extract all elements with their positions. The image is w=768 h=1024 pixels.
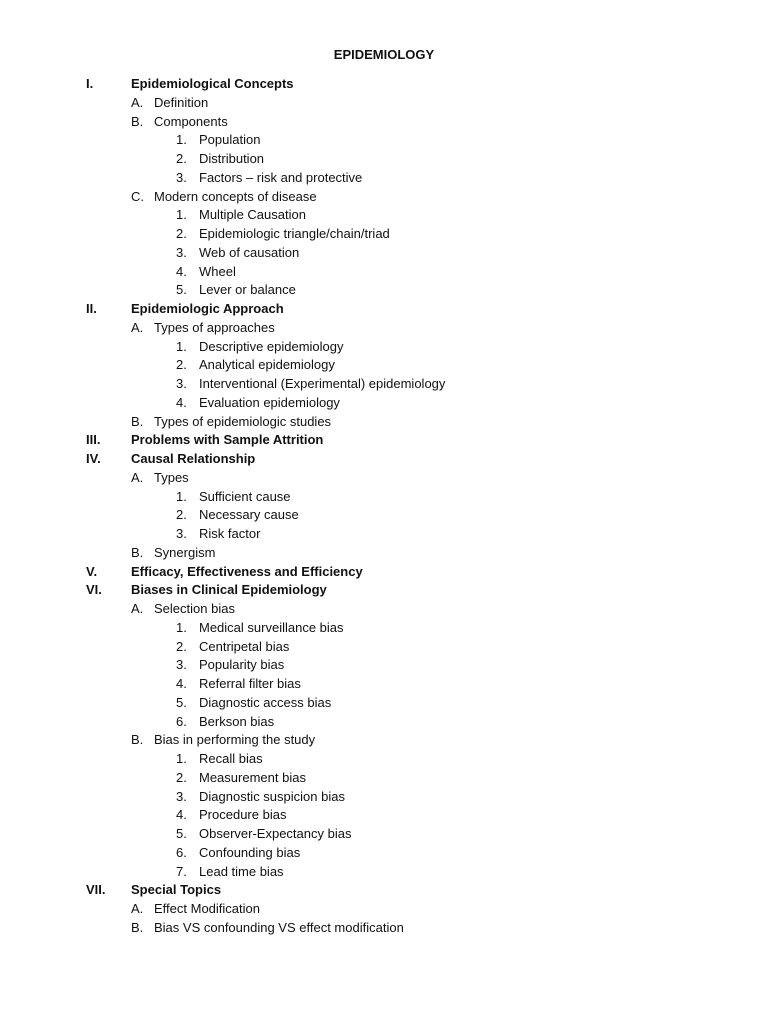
outline-marker: 3. bbox=[176, 526, 187, 541]
subsection-item bbox=[0, 900, 768, 919]
outline-text: Wheel bbox=[199, 263, 236, 279]
outline-marker: 6. bbox=[176, 844, 187, 860]
outline-marker: 1. bbox=[176, 488, 187, 504]
outline-marker: 4. bbox=[176, 394, 187, 410]
outline-text: Analytical epidemiology bbox=[199, 357, 335, 373]
outline-text: Risk factor bbox=[199, 526, 261, 541]
outline-marker: 5. bbox=[176, 282, 187, 298]
outline-text: Types of epidemiologic studies bbox=[154, 413, 332, 429]
outline-text: Population bbox=[199, 132, 261, 148]
outline-text: Factors – risk and protective bbox=[199, 169, 363, 185]
outline-text: Causal Relationship bbox=[131, 451, 256, 466]
section-heading bbox=[0, 581, 768, 600]
list-item bbox=[0, 675, 768, 694]
outline-text: Interventional (Experimental) epidemiology bbox=[199, 376, 446, 391]
list-item bbox=[0, 375, 768, 394]
outline-marker: A. bbox=[131, 469, 144, 485]
section-heading bbox=[0, 881, 768, 900]
outline-marker: 1. bbox=[176, 207, 187, 223]
outline-text: Berkson bias bbox=[199, 713, 275, 729]
outline-marker: VII. bbox=[86, 882, 106, 898]
subsection-item bbox=[0, 188, 768, 207]
outline-marker: B. bbox=[131, 413, 144, 429]
outline-marker: B. bbox=[131, 544, 144, 560]
outline-marker: 4. bbox=[176, 807, 187, 823]
outline-text: Diagnostic suspicion bias bbox=[199, 788, 345, 804]
outline-text: Centripetal bias bbox=[199, 638, 290, 654]
outline-text: Types bbox=[154, 469, 189, 485]
outline-marker: 5. bbox=[176, 826, 187, 841]
outline-text: Confounding bias bbox=[199, 844, 301, 860]
section-heading bbox=[0, 450, 768, 469]
outline-marker: 3. bbox=[176, 244, 187, 260]
outline-marker: B. bbox=[131, 113, 144, 129]
outline-text: Definition bbox=[154, 94, 209, 110]
subsection-item bbox=[0, 544, 768, 563]
outline-marker: 5. bbox=[176, 694, 187, 710]
list-item bbox=[0, 281, 768, 300]
list-item bbox=[0, 638, 768, 657]
subsection-item bbox=[0, 919, 768, 938]
list-item bbox=[0, 356, 768, 375]
outline-marker: 6. bbox=[176, 713, 187, 729]
outline-marker: 1. bbox=[176, 619, 187, 635]
outline-text: Sufficient cause bbox=[199, 488, 291, 504]
subsection-item bbox=[0, 113, 768, 132]
list-item bbox=[0, 338, 768, 357]
list-item bbox=[0, 656, 768, 675]
outline-list bbox=[0, 75, 768, 938]
subsection-item bbox=[0, 469, 768, 488]
outline-marker: 1. bbox=[176, 338, 187, 354]
document-title: EPIDEMIOLOGY bbox=[333, 47, 435, 62]
outline-marker: 4. bbox=[176, 676, 187, 691]
outline-marker: 3. bbox=[176, 376, 187, 391]
outline-text: Biases in Clinical Epidemiology bbox=[131, 582, 327, 598]
outline-marker: 2. bbox=[176, 357, 187, 373]
outline-marker: 2. bbox=[176, 507, 187, 523]
outline-text: Bias in performing the study bbox=[154, 732, 316, 748]
outline-marker: A. bbox=[131, 601, 144, 616]
outline-marker: V. bbox=[86, 563, 98, 579]
outline-text: Distribution bbox=[199, 151, 265, 166]
outline-text: Necessary cause bbox=[199, 507, 299, 523]
list-item bbox=[0, 825, 768, 844]
outline-text: Measurement bias bbox=[199, 769, 306, 785]
outline-text: Popularity bias bbox=[199, 657, 285, 673]
outline-marker: 1. bbox=[176, 132, 187, 148]
list-item bbox=[0, 150, 768, 169]
section-heading bbox=[0, 563, 768, 582]
subsection-item bbox=[0, 731, 768, 750]
outline-marker: II. bbox=[86, 301, 97, 316]
outline-marker: I. bbox=[86, 76, 94, 91]
outline-marker: 3. bbox=[176, 657, 187, 673]
outline-text: Types of approaches bbox=[154, 319, 275, 335]
list-item bbox=[0, 694, 768, 713]
section-heading bbox=[0, 431, 768, 450]
outline-marker: 2. bbox=[176, 151, 187, 166]
outline-text: Diagnostic access bias bbox=[199, 694, 332, 710]
outline-marker: 7. bbox=[176, 863, 187, 879]
list-item bbox=[0, 225, 768, 244]
outline-marker: C. bbox=[131, 188, 144, 204]
outline-marker: 4. bbox=[176, 263, 187, 279]
list-item bbox=[0, 131, 768, 150]
list-item bbox=[0, 844, 768, 863]
outline-marker: 2. bbox=[176, 226, 187, 241]
outline-text: Synergism bbox=[154, 544, 216, 560]
outline-text: Selection bias bbox=[154, 601, 235, 616]
outline-marker: 3. bbox=[176, 788, 187, 804]
outline-text: Recall bias bbox=[199, 751, 263, 766]
outline-text: Epidemiologic Approach bbox=[131, 301, 284, 316]
outline-text: Epidemiological Concepts bbox=[131, 76, 294, 91]
list-item bbox=[0, 244, 768, 263]
section-heading bbox=[0, 75, 768, 94]
outline-text: Descriptive epidemiology bbox=[199, 338, 344, 354]
list-item bbox=[0, 488, 768, 507]
list-item bbox=[0, 263, 768, 282]
outline-marker: A. bbox=[131, 94, 144, 110]
list-item bbox=[0, 788, 768, 807]
outline-text: Multiple Causation bbox=[199, 207, 306, 223]
subsection-item bbox=[0, 413, 768, 432]
outline-marker: B. bbox=[131, 732, 144, 748]
list-item bbox=[0, 525, 768, 544]
outline-text: Procedure bias bbox=[199, 807, 287, 823]
outline-marker: 3. bbox=[176, 169, 187, 185]
outline-text: Medical surveillance bias bbox=[199, 619, 344, 635]
list-item bbox=[0, 169, 768, 188]
outline-marker: A. bbox=[131, 319, 144, 335]
outline-text: Effect Modification bbox=[154, 901, 260, 916]
outline-text: Observer-Expectancy bias bbox=[199, 826, 352, 841]
outline-text: Evaluation epidemiology bbox=[199, 394, 340, 410]
section-heading bbox=[0, 300, 768, 319]
outline-marker: 1. bbox=[176, 751, 187, 766]
list-item bbox=[0, 863, 768, 882]
outline-marker: 2. bbox=[176, 769, 187, 785]
outline-text: Efficacy, Effectiveness and Efficiency bbox=[131, 563, 363, 579]
outline-text: Epidemiologic triangle/chain/triad bbox=[199, 226, 390, 241]
outline-marker: 2. bbox=[176, 638, 187, 654]
list-item bbox=[0, 806, 768, 825]
outline-marker: B. bbox=[131, 919, 144, 935]
outline-text: Modern concepts of disease bbox=[154, 188, 317, 204]
outline-text: Problems with Sample Attrition bbox=[131, 432, 324, 448]
outline-marker: III. bbox=[86, 432, 101, 448]
outline-text: Lever or balance bbox=[199, 282, 296, 298]
outline-text: Referral filter bias bbox=[199, 676, 301, 691]
outline-marker: A. bbox=[131, 901, 144, 916]
subsection-item bbox=[0, 600, 768, 619]
list-item bbox=[0, 619, 768, 638]
list-item bbox=[0, 394, 768, 413]
list-item bbox=[0, 206, 768, 225]
list-item bbox=[0, 713, 768, 732]
subsection-item bbox=[0, 319, 768, 338]
list-item bbox=[0, 506, 768, 525]
outline-marker: VI. bbox=[86, 582, 102, 598]
outline-text: Web of causation bbox=[199, 244, 300, 260]
outline-marker: IV. bbox=[86, 451, 101, 466]
subsection-item bbox=[0, 94, 768, 113]
outline-text: Bias VS confounding VS effect modification bbox=[154, 919, 404, 935]
list-item bbox=[0, 750, 768, 769]
outline-text: Special Topics bbox=[131, 882, 222, 898]
outline-text: Lead time bias bbox=[199, 863, 284, 879]
outline-text: Components bbox=[154, 113, 228, 129]
list-item bbox=[0, 769, 768, 788]
